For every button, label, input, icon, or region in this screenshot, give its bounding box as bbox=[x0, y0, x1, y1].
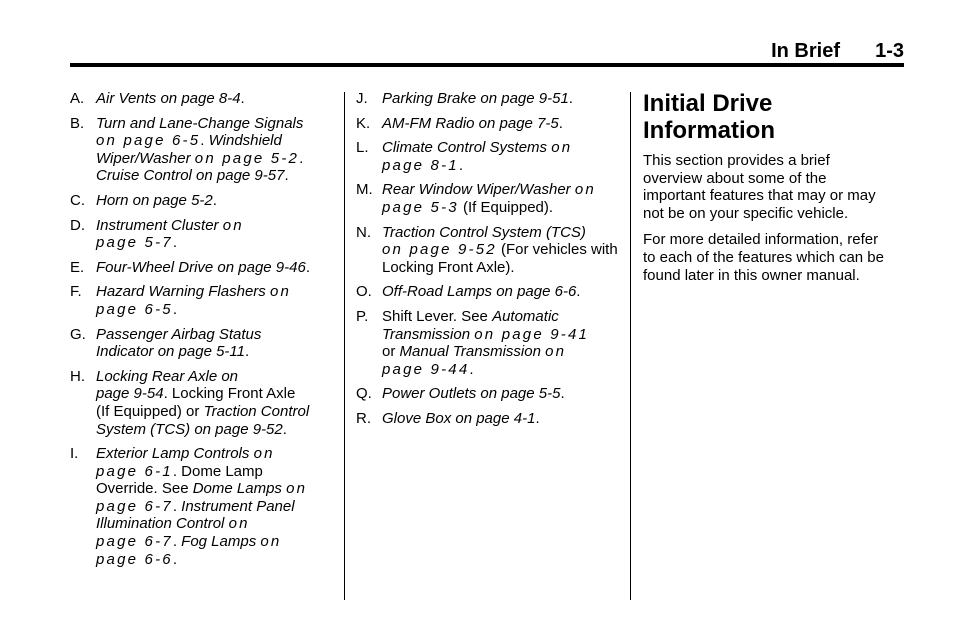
legend-text: . bbox=[240, 90, 245, 107]
legend-item bbox=[70, 445, 332, 568]
legend-text: (For vehicles with bbox=[496, 241, 618, 259]
legend-item bbox=[70, 259, 332, 277]
legend-item bbox=[356, 410, 618, 428]
page-reference: Windshield bbox=[208, 132, 282, 150]
legend-text: . bbox=[558, 114, 563, 132]
page-reference: Power Outlets on page 5-5 bbox=[382, 385, 561, 403]
intro-paragraph: This section provides a brief overview about some of the important features that may or may not be on your specific vehicle. bbox=[643, 152, 876, 222]
legend-item bbox=[70, 283, 332, 318]
legend-letter: I. bbox=[70, 445, 79, 463]
page-reference: Parking Brake on page 9-51 bbox=[382, 90, 569, 107]
page-reference: Four-Wheel Drive on page 9-46 bbox=[96, 258, 306, 276]
legend-item bbox=[356, 115, 618, 133]
legend-text: . bbox=[172, 234, 177, 252]
legend-letter: A. bbox=[70, 90, 85, 107]
page-reference: Hazard Warning Flashers bbox=[96, 283, 270, 301]
legend-item bbox=[70, 192, 332, 210]
section-title: In Brief bbox=[771, 40, 840, 62]
page-reference: Horn on page 5-2 bbox=[96, 191, 213, 209]
page-reference: Transmission bbox=[382, 325, 475, 343]
page-reference: Glove Box on page 4-1 bbox=[382, 409, 536, 427]
section-heading bbox=[643, 90, 905, 144]
page-reference: page 9-44 bbox=[382, 360, 470, 378]
page-reference: Exterior Lamp Controls bbox=[96, 445, 254, 463]
page-reference: Climate Control Systems bbox=[382, 139, 552, 157]
heading-line: Information bbox=[643, 117, 775, 144]
legend-item bbox=[356, 181, 618, 216]
legend-text: . Locking Front Axle bbox=[163, 385, 296, 403]
page-reference: on bbox=[222, 216, 244, 234]
legend-letter: D. bbox=[70, 216, 85, 234]
legend-text: . bbox=[576, 283, 581, 301]
legend-letter: F. bbox=[70, 283, 82, 301]
legend-item bbox=[356, 139, 618, 174]
legend-text: or bbox=[382, 343, 400, 361]
legend-text: . bbox=[172, 550, 177, 568]
legend-text: . Dome Lamp bbox=[172, 462, 263, 480]
page-reference: page 6-5 bbox=[96, 300, 173, 318]
page-reference: page 6-1 bbox=[96, 462, 173, 480]
page-header bbox=[70, 38, 904, 64]
page-number: 1-3 bbox=[875, 40, 904, 62]
legend-item bbox=[70, 326, 332, 361]
legend-letter: E. bbox=[70, 258, 85, 276]
page-reference: Rear Window Wiper/Washer bbox=[382, 181, 575, 199]
page-reference: on bbox=[551, 139, 573, 157]
legend-text: . bbox=[172, 533, 182, 551]
legend-item bbox=[356, 283, 618, 301]
intro-column bbox=[643, 90, 905, 293]
heading-line: Initial Drive bbox=[643, 90, 773, 117]
legend-text: Locking Front Axle). bbox=[382, 258, 515, 276]
page-reference: Automatic bbox=[492, 307, 559, 325]
legend-text: . bbox=[172, 300, 177, 318]
page-reference: Indicator on page 5-11 bbox=[96, 343, 245, 361]
page-reference: on page 6-5 bbox=[96, 132, 201, 150]
legend-text: . bbox=[458, 156, 463, 174]
legend-text: . bbox=[535, 409, 540, 427]
page-reference: on page 9-41 bbox=[474, 325, 590, 343]
legend-text: (If Equipped) or bbox=[96, 402, 204, 420]
header-rule bbox=[70, 63, 904, 67]
page-reference: AM-FM Radio on page 7-5 bbox=[382, 114, 559, 132]
column-divider bbox=[344, 92, 345, 600]
legend-letter: P. bbox=[356, 307, 369, 325]
page-reference: Passenger Airbag Status bbox=[96, 325, 262, 343]
legend-column-middle bbox=[356, 90, 618, 435]
legend-letter: L. bbox=[356, 139, 369, 157]
legend-text: Shift Lever. See bbox=[382, 307, 493, 325]
page-reference: Traction Control bbox=[203, 402, 310, 420]
page-reference: Instrument Cluster bbox=[96, 216, 223, 234]
legend-letter: K. bbox=[356, 114, 371, 132]
legend-text: . bbox=[245, 343, 250, 361]
reference-paragraph: For more detailed information, refer to each of the features which can be found later in this owner manual. bbox=[643, 231, 884, 284]
legend-text: . bbox=[560, 385, 565, 403]
page-reference: on bbox=[260, 533, 282, 551]
legend-letter: G. bbox=[70, 325, 86, 343]
page-reference: page 5-3 bbox=[382, 198, 459, 216]
legend-item bbox=[356, 90, 618, 108]
legend-item bbox=[70, 115, 332, 185]
page-reference: System (TCS) on page 9-52 bbox=[96, 420, 283, 438]
page-reference: on page 9-52 bbox=[382, 241, 497, 259]
legend-item bbox=[356, 385, 618, 403]
legend-letter: B. bbox=[70, 114, 85, 132]
legend-item bbox=[356, 308, 618, 378]
page-reference: on bbox=[574, 181, 596, 199]
column-divider bbox=[630, 92, 631, 600]
page-reference: Dome Lamps bbox=[192, 480, 287, 498]
legend-letter: N. bbox=[356, 223, 371, 241]
page-reference: page 5-7 bbox=[96, 234, 173, 252]
legend-letter: O. bbox=[356, 283, 372, 301]
legend-letter: H. bbox=[70, 367, 85, 385]
page-reference: Traction Control System (TCS) bbox=[382, 223, 586, 241]
page-reference: on bbox=[228, 515, 250, 533]
legend-text: . bbox=[212, 191, 217, 209]
legend-text: . bbox=[469, 360, 474, 378]
page-reference: on bbox=[286, 480, 308, 498]
legend-text: . bbox=[568, 90, 573, 107]
page-reference: Manual Transmission bbox=[399, 343, 546, 361]
page-reference: page 6-7 bbox=[96, 533, 173, 551]
legend-item bbox=[70, 217, 332, 252]
legend-text: Override. See bbox=[96, 480, 193, 498]
page-reference: Fog Lamps bbox=[181, 533, 261, 551]
page-reference: page 6-7 bbox=[96, 497, 173, 515]
legend-text: . bbox=[282, 420, 287, 438]
page-reference: on bbox=[545, 343, 567, 361]
legend-letter: R. bbox=[356, 409, 371, 427]
legend-item bbox=[70, 90, 332, 108]
page-reference: on bbox=[253, 445, 275, 463]
page-reference: Instrument Panel bbox=[181, 497, 295, 515]
page-reference: page 9-54 bbox=[96, 385, 164, 403]
legend-letter: M. bbox=[356, 181, 373, 199]
page-reference: Locking Rear Axle on bbox=[96, 367, 239, 385]
legend-text: . bbox=[299, 149, 304, 167]
legend-item bbox=[70, 368, 332, 438]
legend-text: . bbox=[284, 167, 289, 185]
page-reference: Wiper/Washer bbox=[96, 149, 195, 167]
page-reference: page 6-6 bbox=[96, 550, 173, 568]
page-reference: on bbox=[269, 283, 292, 301]
page-reference: Cruise Control on page 9-57 bbox=[96, 167, 285, 185]
legend-item bbox=[356, 224, 618, 277]
page-reference: Turn and Lane-Change Signals bbox=[96, 114, 304, 132]
page-reference: Off-Road Lamps on page 6-6 bbox=[382, 283, 577, 301]
legend-text: . bbox=[305, 258, 311, 276]
legend-text: (If Equipped). bbox=[458, 198, 554, 216]
page-reference: on page 5-2 bbox=[194, 149, 300, 167]
legend-column-left bbox=[70, 90, 332, 575]
legend-letter: J. bbox=[356, 90, 368, 107]
legend-text: . bbox=[172, 497, 182, 515]
legend-letter: C. bbox=[70, 191, 85, 209]
page-reference: page 8-1 bbox=[382, 156, 459, 174]
legend-letter: Q. bbox=[356, 385, 372, 403]
page-reference: Air Vents on page 8-4 bbox=[96, 90, 241, 107]
page-reference: Illumination Control bbox=[96, 515, 229, 533]
legend-text: . bbox=[200, 132, 209, 150]
